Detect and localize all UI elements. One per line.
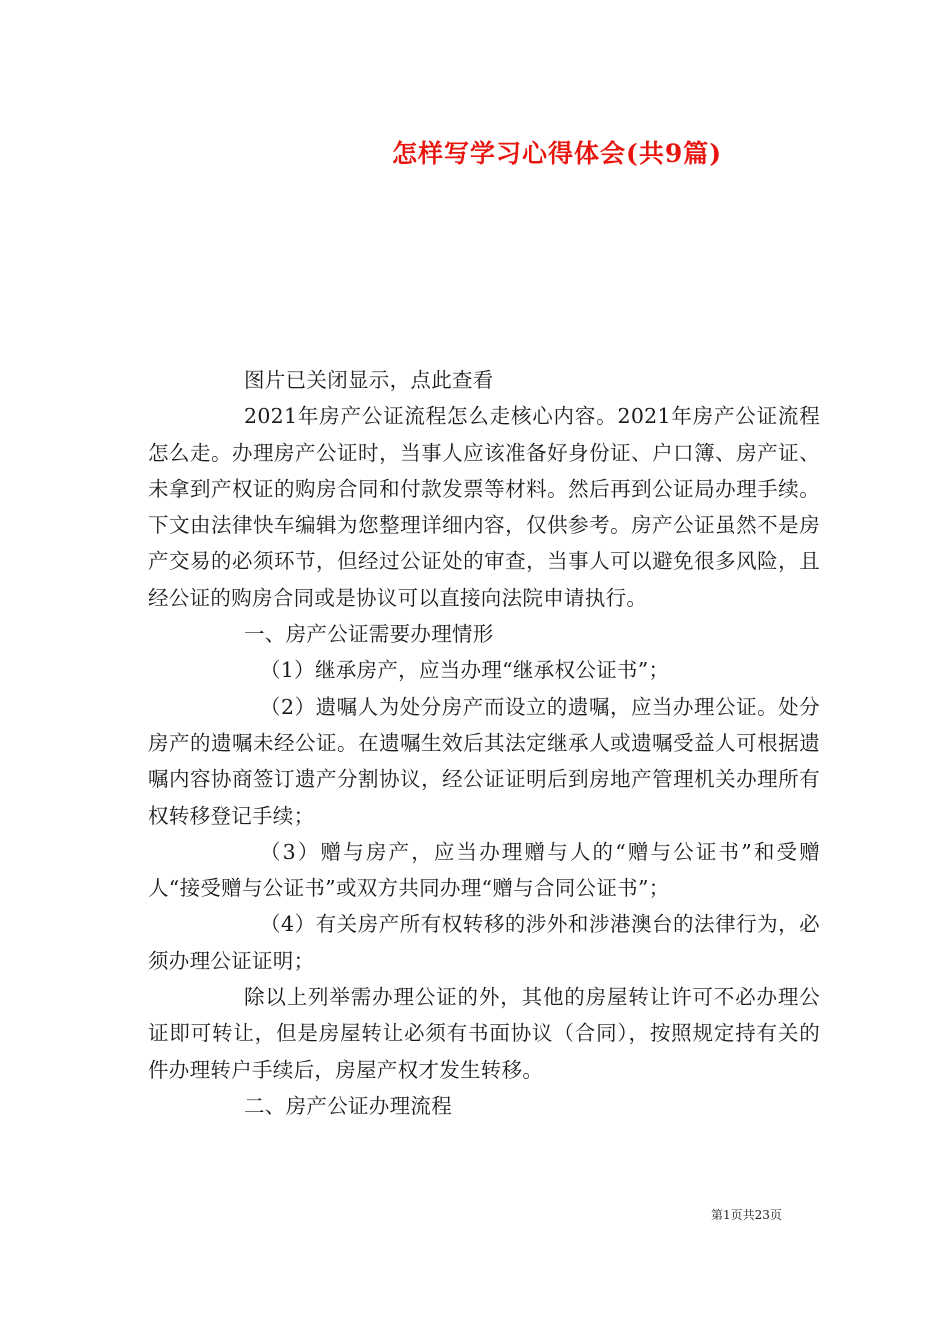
document-title: 怎样写学习心得体会(共9篇) — [392, 139, 723, 168]
list-item: （3）赠与房产，应当办理赠与人的“赠与公证书”和受赠人“接受赠与公证书”或双方共同办理“赠与合同公证书”； — [148, 839, 820, 901]
list-item: （4）有关房产所有权转移的涉外和涉港澳台的法律行为，必须办理公证证明； — [148, 912, 820, 973]
image-hidden-notice[interactable]: 图片已关闭显示，点此查看 — [244, 368, 494, 392]
paragraph: 2021年房产公证流程怎么走核心内容。2021年房产公证流程怎么走。办理房产公证时，当事人应该准备好身份证、户口簿、房产证、未拿到产权证的购房合同和付款发票等材料。然后再到公证局办理手续。下文由法律快车编辑为您整理详细内容，仅供参考。房产公证虽然不是房产交易的必须环节，但经过公证处的审查，当事人可以避免很多风险，且经公证的购房合同或是协议可以直接向法院申请执行。 — [148, 404, 820, 610]
section-heading: 二、房产公证办理流程 — [244, 1093, 452, 1118]
document-body — [148, 362, 820, 1124]
list-item: （1）继承房产，应当办理“继承权公证书”； — [260, 658, 670, 683]
section-heading: 一、房产公证需要办理情形 — [244, 622, 494, 647]
page-number: 第1页共23页 — [711, 1208, 782, 1222]
paragraph: 除以上列举需办理公证的外，其他的房屋转让许可不必办理公证即可转让，但是房屋转让必须有书面协议（合同），按照规定持有关的件办理转户手续后，房屋产权才发生转移。 — [148, 985, 820, 1082]
list-item: （2）遗嘱人为处分房产而设立的遗嘱，应当办理公证。处分房产的遗嘱未经公证。在遗嘱生效后其法定继承人或遗嘱受益人可根据遗嘱内容协商签订遗产分割协议，经公证证明后到房地产管理机关办理所有权转移登记手续； — [148, 694, 820, 828]
